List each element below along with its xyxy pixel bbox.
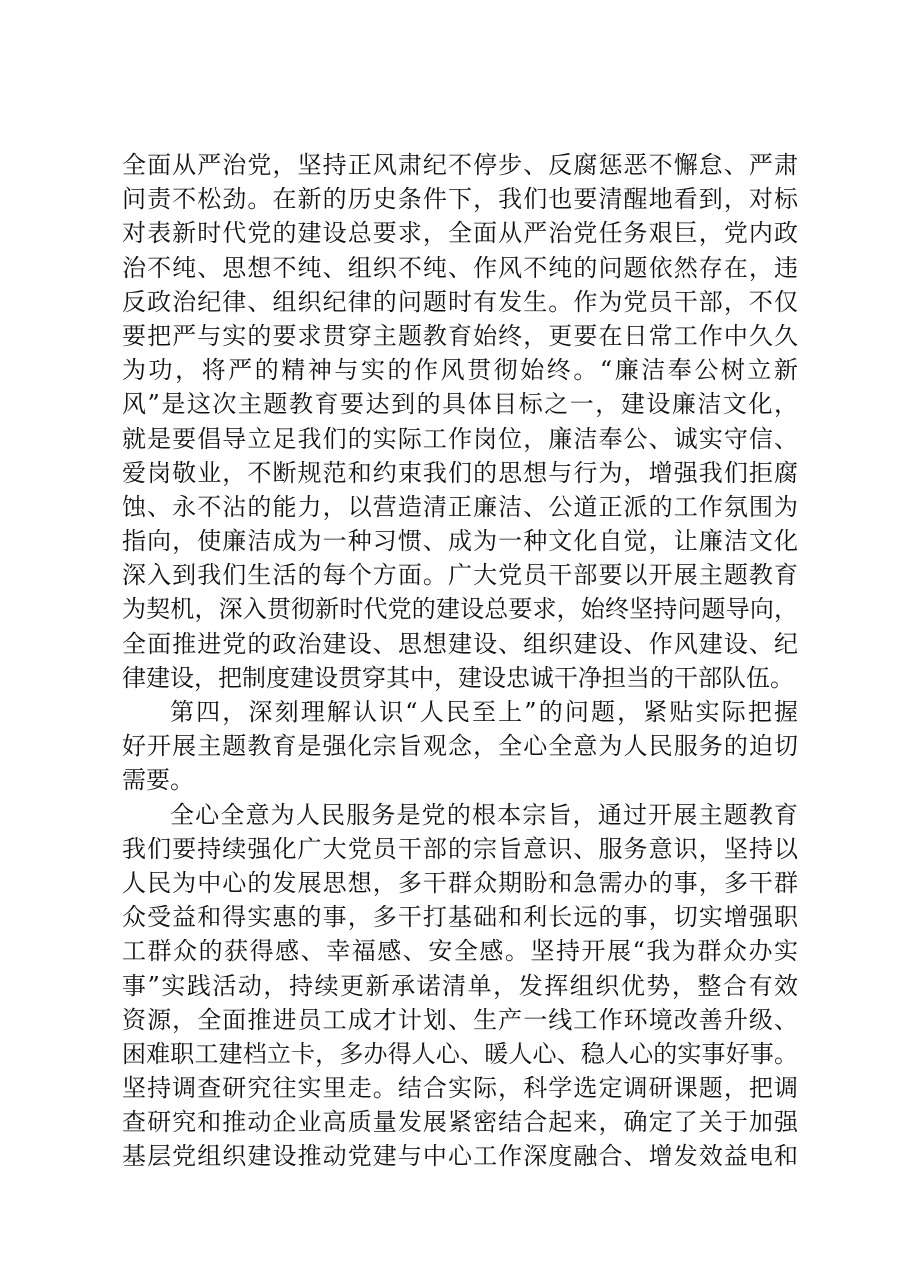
text-line: 为功，将严的精神与实的作风贯彻始终。“廉洁奉公树立新 bbox=[122, 356, 798, 385]
text-line: 查研究和推动企业高质量发展紧密结合起来，确定了关于加强 bbox=[122, 1108, 798, 1137]
text-line: 困难职工建档立卡，多办得人心、暖人心、稳人心的实事好事。 bbox=[122, 1039, 798, 1068]
text-line: 指向，使廉洁成为一种习惯、成为一种文化自觉，让廉洁文化 bbox=[122, 527, 798, 556]
text-line: 人民为中心的发展思想，多干群众期盼和急需办的事，多干群 bbox=[122, 868, 798, 897]
text-line: 就是要倡导立足我们的实际工作岗位，廉洁奉公、诚实守信、 bbox=[122, 424, 798, 453]
text-line: 工群众的获得感、幸福感、安全感。坚持开展“我为群众办实 bbox=[122, 937, 798, 966]
text-line: 反政治纪律、组织纪律的问题时有发生。作为党员干部，不仅 bbox=[122, 287, 798, 316]
text-line: 风”是这次主题教育要达到的具体目标之一，建设廉洁文化， bbox=[122, 390, 798, 419]
text-line: 坚持调查研究往实里走。结合实际，科学选定调研课题，把调 bbox=[122, 1074, 798, 1103]
text-line: 需要。 bbox=[122, 766, 194, 795]
text-line: 第四，深刻理解认识“人民至上”的问题，紧贴实际把握 bbox=[170, 698, 798, 726]
text-line: 我们要持续强化广大党员干部的宗旨意识、服务意识，坚持以 bbox=[122, 834, 798, 863]
text-line: 众受益和得实惠的事，多干打基础和利长远的事，切实增强职 bbox=[122, 903, 798, 932]
text-line: 为契机，深入贯彻新时代党的建设总要求，始终坚持问题导向， bbox=[122, 595, 798, 624]
text-line: 资源，全面推进员工成才计划、生产一线工作环境改善升级、 bbox=[122, 1005, 798, 1034]
text-line: 好开展主题教育是强化宗旨观念，全心全意为人民服务的迫切 bbox=[122, 732, 798, 761]
text-line: 治不纯、思想不纯、组织不纯、作风不纯的问题依然存在，违 bbox=[122, 253, 798, 282]
document-body bbox=[122, 148, 798, 1174]
text-line: 律建设，把制度建设贯穿其中，建设忠诚干净担当的干部队伍。 bbox=[122, 663, 794, 692]
text-line: 问责不松劲。在新的历史条件下，我们也要清醒地看到，对标 bbox=[122, 185, 798, 214]
text-line: 基层党组织建设推动党建与中心工作深度融合、增发效益电和 bbox=[122, 1142, 798, 1171]
text-line: 要把严与实的要求贯穿主题教育始终，更要在日常工作中久久 bbox=[122, 321, 798, 350]
text-line: 爱岗敬业，不断规范和约束我们的思想与行为，增强我们拒腐 bbox=[122, 458, 798, 487]
text-line: 对表新时代党的建设总要求，全面从严治党任务艰巨，党内政 bbox=[122, 219, 798, 248]
text-line: 事”实践活动，持续更新承诺清单，发挥组织优势，整合有效 bbox=[122, 971, 798, 1000]
text-line: 蚀、永不沾的能力，以营造清正廉洁、公道正派的工作氛围为 bbox=[122, 492, 798, 521]
text-line: 全心全意为人民服务是党的根本宗旨，通过开展主题教育 bbox=[170, 800, 798, 829]
text-line: 全面从严治党，坚持正风肃纪不停步、反腐惩恶不懈怠、严肃 bbox=[122, 151, 798, 179]
text-line: 全面推进党的政治建设、思想建设、组织建设、作风建设、纪 bbox=[122, 629, 798, 658]
text-line: 深入到我们生活的每个方面。广大党员干部要以开展主题教育 bbox=[122, 561, 798, 590]
